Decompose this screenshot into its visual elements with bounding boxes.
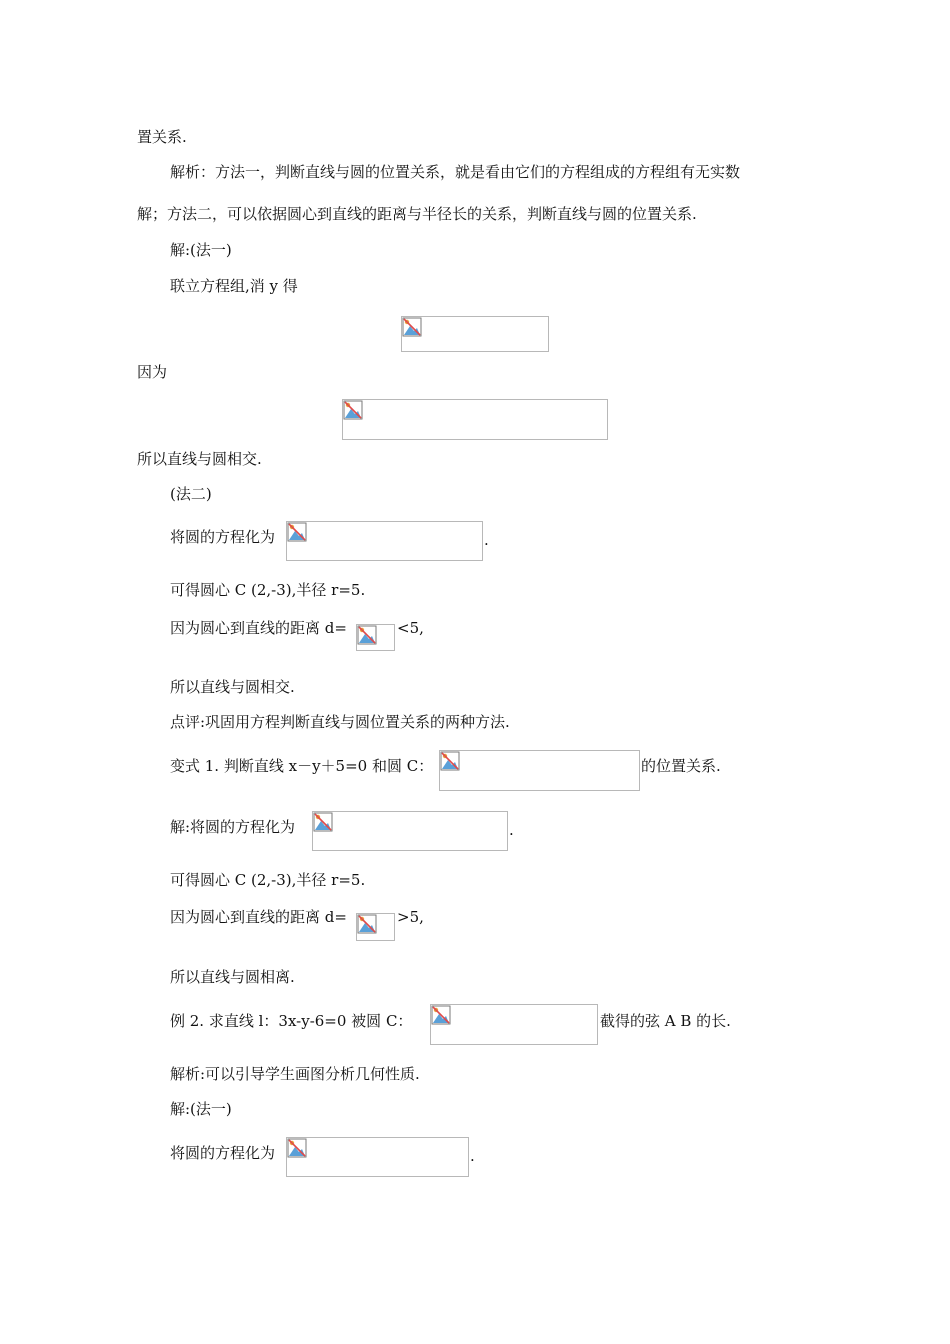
text-line: 截得的弦 A B 的长. <box>600 1012 731 1030</box>
text-line: 变式 1. 判断直线 x－y＋5=0 和圆 C： <box>170 757 434 775</box>
broken-image-icon <box>431 1005 451 1025</box>
text-line: . <box>470 1147 475 1165</box>
equation-image <box>286 521 483 561</box>
text-line: 将圆的方程化为 <box>170 1144 276 1162</box>
text-line: >5, <box>397 908 424 926</box>
equation-image <box>401 316 549 352</box>
text-line: . <box>484 531 489 549</box>
text-line: . <box>509 821 514 839</box>
broken-image-icon <box>357 625 377 645</box>
text-line: 因为 <box>137 363 168 381</box>
text-line: 置关系. <box>137 128 187 146</box>
broken-image-icon <box>357 914 377 934</box>
text-line: 解:(法一) <box>170 1100 232 1118</box>
broken-image-icon <box>343 400 363 420</box>
equation-image <box>430 1004 598 1045</box>
broken-image-icon <box>287 522 307 542</box>
broken-image-icon <box>313 812 333 832</box>
text-line: 因为圆心到直线的距离 d= <box>170 908 347 926</box>
broken-image-icon <box>402 317 422 337</box>
text-line: 点评:巩固用方程判断直线与圆位置关系的两种方法. <box>170 713 510 731</box>
text-line: (法二) <box>170 485 212 503</box>
text-line: 可得圆心 C (2,-3),半径 r=5. <box>170 581 366 599</box>
text-line: 将圆的方程化为 <box>170 528 276 546</box>
text-line: <5, <box>397 619 424 637</box>
text-line: 可得圆心 C (2,-3),半径 r=5. <box>170 871 366 889</box>
broken-image-icon <box>287 1138 307 1158</box>
text-line: 联立方程组,消 y 得 <box>170 277 298 295</box>
text-line: 解析：方法一，判断直线与圆的位置关系，就是看由它们的方程组成的方程组有无实数 <box>170 163 741 181</box>
equation-image <box>356 624 395 651</box>
text-line: 的位置关系. <box>641 757 721 775</box>
text-line: 解；方法二，可以依据圆心到直线的距离与半径长的关系，判断直线与圆的位置关系. <box>137 205 697 223</box>
text-line: 解:将圆的方程化为 <box>170 818 296 836</box>
equation-image <box>342 399 608 440</box>
text-line: 所以直线与圆相交. <box>170 678 295 696</box>
equation-image <box>356 913 395 941</box>
text-line: 所以直线与圆相离. <box>170 968 295 986</box>
equation-image <box>312 811 508 851</box>
text-line: 例 2. 求直线 l：3x-y-6=0 被圆 C： <box>170 1012 413 1030</box>
broken-image-icon <box>440 751 460 771</box>
equation-image <box>439 750 640 791</box>
text-line: 因为圆心到直线的距离 d= <box>170 619 347 637</box>
text-line: 解析:可以引导学生画图分析几何性质. <box>170 1065 420 1083</box>
text-line: 解:(法一) <box>170 241 232 259</box>
equation-image <box>286 1137 469 1177</box>
text-line: 所以直线与圆相交. <box>137 450 262 468</box>
